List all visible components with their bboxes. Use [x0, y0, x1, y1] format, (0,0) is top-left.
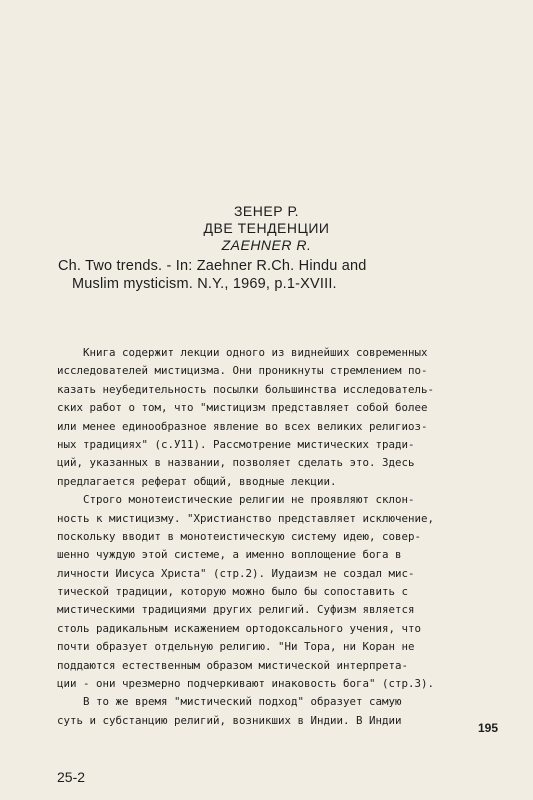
body-line: столь радикальным искажением ортодоксального учения, что	[57, 621, 422, 635]
body-line: поскольку вводит в монотеистическую систему идею, совер-	[57, 529, 422, 543]
body-line: мистическими традициями других религий. Суфизм является	[57, 603, 415, 617]
body-line: ных традициях" (с.У11). Рассмотрение мистических тради-	[57, 437, 415, 451]
body-line: ность к мистицизму. "Христианство представляет исключение,	[57, 511, 435, 525]
body-line: Строго монотеистические религии не проявляют склон-	[57, 493, 415, 507]
body-line: В то же время "мистический подход" образует самую	[57, 695, 402, 709]
body-line: Книга содержит лекции одного из виднейших современных	[57, 346, 428, 359]
printer-signature: 25-2	[57, 769, 86, 785]
body-line: суть и субстанцию религий, возникших в Индии. В Индии	[57, 713, 402, 727]
abstract-body	[57, 344, 497, 730]
body-line: ских работ о том, что "мистицизм представляет собой более	[57, 401, 428, 415]
reference-line-2: Muslim mysticism. N.Y., 1969, p.1-XVIII.	[72, 276, 337, 292]
body-line: казать неубедительность посылки большинства исследователь-	[57, 382, 435, 396]
body-line: ции - они чрезмерно подчеркивают инаковость бога" (стр.3).	[57, 677, 435, 691]
body-line: или менее единообразное явление во всех великих религиоз-	[57, 419, 428, 433]
body-line: поддаются естественным образом мистической интерпрета-	[57, 658, 409, 672]
page-number: 195	[478, 721, 499, 735]
author-en: ZAEHNER R.	[221, 237, 312, 253]
body-line: предлагается реферат общий, вводные лекции.	[57, 474, 337, 488]
body-line: ций, указанных в названии, позволяет сделать это. Здесь	[57, 456, 415, 470]
author-ru: ЗЕНЕР Р.	[233, 203, 300, 219]
body-line: личности Иисуса Христа" (стр.2). Иудаизм не создал мис-	[57, 566, 415, 580]
title-ru: ДВЕ ТЕНДЕНЦИИ	[203, 220, 330, 236]
body-line: исследователей мистицизма. Они проникнуты стремлением по-	[57, 364, 428, 378]
body-line: почти образует отдельную религию. "Ни Тора, ни Коран не	[57, 640, 415, 654]
reference-line-1: Ch. Two trends. - In: Zaehner R.Ch. Hindu and	[58, 258, 367, 274]
body-line: тической традиции, которую можно было бы сопоставить с	[57, 585, 409, 599]
body-line: шенно чуждую этой системе, а именно воплощение бога в	[57, 548, 402, 562]
